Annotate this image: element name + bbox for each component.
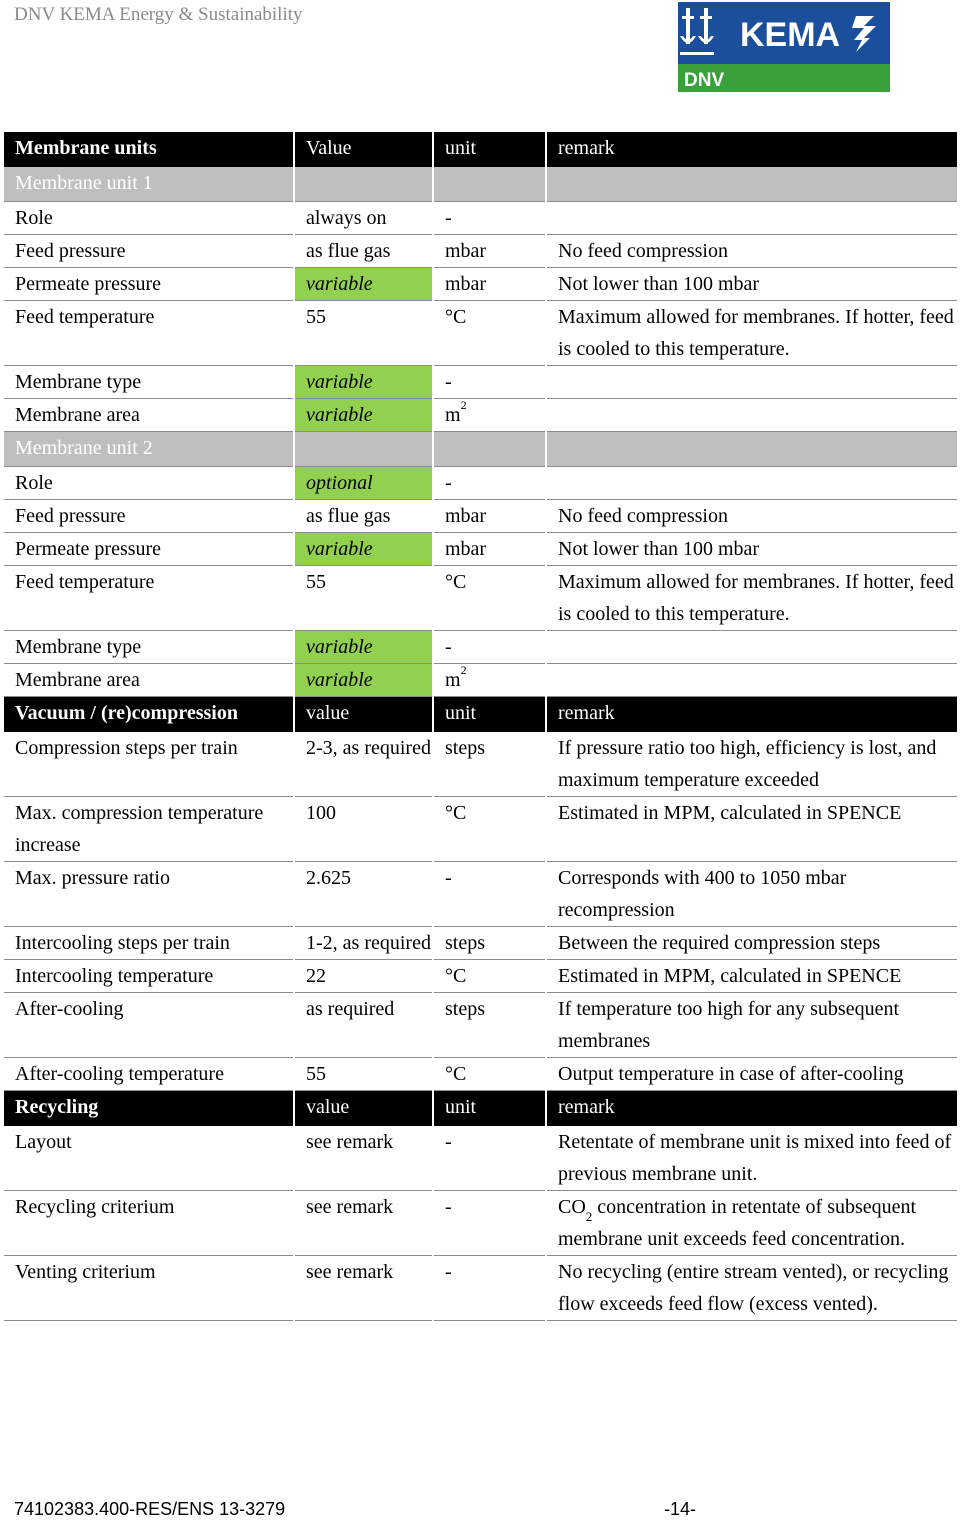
- remark-cell: [546, 631, 957, 664]
- subheader-membrane-unit-1: [4, 167, 957, 202]
- unit-cell: $m^2$: [433, 664, 546, 697]
- unit-cell: steps: [433, 993, 546, 1058]
- unit-cell: -: [433, 862, 546, 927]
- unit-cell: -: [433, 631, 546, 664]
- unit-cell: -: [433, 467, 546, 500]
- remark-cell: [546, 399, 957, 432]
- table-row: [4, 1126, 957, 1191]
- table-row: [4, 467, 957, 500]
- unit-cell: mbar: [433, 235, 546, 268]
- value-cell: 55: [294, 1058, 433, 1091]
- table-row: [4, 960, 957, 993]
- value-cell: optional: [294, 467, 433, 500]
- value-cell: always on: [294, 202, 433, 235]
- remark-cell: Output temperature in case of after-cooling: [546, 1058, 957, 1091]
- unit-cell: mbar: [433, 533, 546, 566]
- value-cell: as flue gas: [294, 235, 433, 268]
- table-row: [4, 235, 957, 268]
- subheader-membrane-unit-2: [4, 432, 957, 467]
- param-cell: Membrane area: [4, 399, 294, 432]
- remark-cell: No recycling (entire stream vented), or recycling flow exceeds feed flow (excess vented).: [546, 1256, 957, 1321]
- header-cell: value: [294, 1091, 433, 1126]
- header-cell: remark: [546, 132, 957, 167]
- param-cell: Membrane type: [4, 366, 294, 399]
- value-cell: 2.625: [294, 862, 433, 927]
- param-cell: Membrane type: [4, 631, 294, 664]
- header-cell: remark: [546, 697, 957, 732]
- remark-cell: No feed compression: [546, 500, 957, 533]
- remark-cell: [546, 366, 957, 399]
- value-cell: as flue gas: [294, 500, 433, 533]
- unit-cell: -: [433, 202, 546, 235]
- value-cell: variable: [294, 631, 433, 664]
- header-cell: Vacuum / (re)compression: [4, 697, 294, 732]
- remark-cell: Maximum allowed for membranes. If hotter, feed is cooled to this temperature.: [546, 301, 957, 366]
- footer-page-number: -14-: [664, 1499, 697, 1519]
- table-row: [4, 631, 957, 664]
- table-row: [4, 533, 957, 566]
- header-cell: Value: [294, 132, 433, 167]
- value-cell: 1-2, as required: [294, 927, 433, 960]
- table-row: [4, 862, 957, 927]
- unit-cell: steps: [433, 927, 546, 960]
- unit-cell: °C: [433, 301, 546, 366]
- table-row: [4, 927, 957, 960]
- unit-cell: °C: [433, 960, 546, 993]
- param-cell: Role: [4, 202, 294, 235]
- table-row: [4, 664, 957, 697]
- svg-text:DNV: DNV: [684, 70, 725, 91]
- param-cell: Intercooling temperature: [4, 960, 294, 993]
- value-cell: as required: [294, 993, 433, 1058]
- param-cell: Recycling criterium: [4, 1191, 294, 1256]
- unit-cell: °C: [433, 797, 546, 862]
- subheader-cell: Membrane unit 2: [4, 432, 294, 467]
- value-cell: variable: [294, 366, 433, 399]
- svg-text:KEMA: KEMA: [740, 16, 841, 54]
- param-cell: Feed temperature: [4, 301, 294, 366]
- unit-cell: °C: [433, 566, 546, 631]
- table-row: [4, 268, 957, 301]
- unit-cell: -: [433, 1256, 546, 1321]
- unit-cell: -: [433, 366, 546, 399]
- param-cell: Max. compression temperature increase: [4, 797, 294, 862]
- table-row: [4, 1256, 957, 1321]
- table-row: [4, 566, 957, 631]
- param-cell: Intercooling steps per train: [4, 927, 294, 960]
- table-row: [4, 500, 957, 533]
- table-row: [4, 797, 957, 862]
- unit-cell: mbar: [433, 268, 546, 301]
- param-cell: Permeate pressure: [4, 268, 294, 301]
- value-cell: see remark: [294, 1191, 433, 1256]
- unit-cell: steps: [433, 732, 546, 797]
- param-cell: Feed temperature: [4, 566, 294, 631]
- header-cell: unit: [433, 1091, 546, 1126]
- value-cell: see remark: [294, 1256, 433, 1321]
- table-row: [4, 202, 957, 235]
- remark-cell: $CO_2$ concentration in retentate of subsequent membrane unit exceeds feed concentration.: [546, 1191, 957, 1256]
- remark-cell: If pressure ratio too high, efficiency is lost, and maximum temperature exceeded: [546, 732, 957, 797]
- value-cell: see remark: [294, 1126, 433, 1191]
- value-cell: 55: [294, 566, 433, 631]
- param-cell: After-cooling: [4, 993, 294, 1058]
- param-cell: Compression steps per train: [4, 732, 294, 797]
- table-row: [4, 366, 957, 399]
- param-cell: Feed pressure: [4, 500, 294, 533]
- value-cell: variable: [294, 664, 433, 697]
- remark-cell: No feed compression: [546, 235, 957, 268]
- section-header-vacuum-recompression: [4, 697, 957, 732]
- unit-cell: -: [433, 1191, 546, 1256]
- remark-cell: Estimated in MPM, calculated in SPENCE: [546, 960, 957, 993]
- unit-cell: °C: [433, 1058, 546, 1091]
- footer-document-id: 74102383.400-RES/ENS 13-3279: [14, 1499, 286, 1519]
- table-row: [4, 1191, 957, 1256]
- remark-cell: Not lower than 100 mbar: [546, 533, 957, 566]
- header-cell: unit: [433, 132, 546, 167]
- param-cell: Feed pressure: [4, 235, 294, 268]
- remark-cell: Not lower than 100 mbar: [546, 268, 957, 301]
- value-cell: 55: [294, 301, 433, 366]
- value-cell: 2-3, as required: [294, 732, 433, 797]
- unit-cell: -: [433, 1126, 546, 1191]
- param-cell: Max. pressure ratio: [4, 862, 294, 927]
- value-cell: variable: [294, 533, 433, 566]
- value-cell: 100: [294, 797, 433, 862]
- param-cell: Role: [4, 467, 294, 500]
- table-row: [4, 301, 957, 366]
- remark-cell: Maximum allowed for membranes. If hotter, feed is cooled to this temperature.: [546, 566, 957, 631]
- subheader-cell: Membrane unit 1: [4, 167, 294, 202]
- header-cell: value: [294, 697, 433, 732]
- remark-cell: [546, 467, 957, 500]
- unit-cell: mbar: [433, 500, 546, 533]
- remark-cell: [546, 664, 957, 697]
- table-row: [4, 732, 957, 797]
- membrane-parameters-table: [4, 132, 957, 1321]
- value-cell: 22: [294, 960, 433, 993]
- header-cell: unit: [433, 697, 546, 732]
- table-row: [4, 993, 957, 1058]
- remark-cell: If temperature too high for any subsequent membranes: [546, 993, 957, 1058]
- table-row: [4, 399, 957, 432]
- header-cell: remark: [546, 1091, 957, 1126]
- remark-cell: Retentate of membrane unit is mixed into feed of previous membrane unit.: [546, 1126, 957, 1191]
- param-cell: Venting criterium: [4, 1256, 294, 1321]
- remark-cell: Estimated in MPM, calculated in SPENCE: [546, 797, 957, 862]
- value-cell: variable: [294, 399, 433, 432]
- section-header-membrane-units: [4, 132, 957, 167]
- param-cell: Layout: [4, 1126, 294, 1191]
- remark-cell: Corresponds with 400 to 1050 mbar recompression: [546, 862, 957, 927]
- table-row: [4, 1058, 957, 1091]
- param-cell: Permeate pressure: [4, 533, 294, 566]
- header-cell: Recycling: [4, 1091, 294, 1126]
- section-header-recycling: [4, 1091, 957, 1126]
- remark-cell: [546, 202, 957, 235]
- param-cell: Membrane area: [4, 664, 294, 697]
- unit-cell: $m^2$: [433, 399, 546, 432]
- value-cell: variable: [294, 268, 433, 301]
- header-organization: DNV KEMA Energy & Sustainability: [14, 4, 303, 25]
- param-cell: After-cooling temperature: [4, 1058, 294, 1091]
- kema-dnv-logo: [678, 2, 890, 92]
- remark-cell: Between the required compression steps: [546, 927, 957, 960]
- header-cell: Membrane units: [4, 132, 294, 167]
